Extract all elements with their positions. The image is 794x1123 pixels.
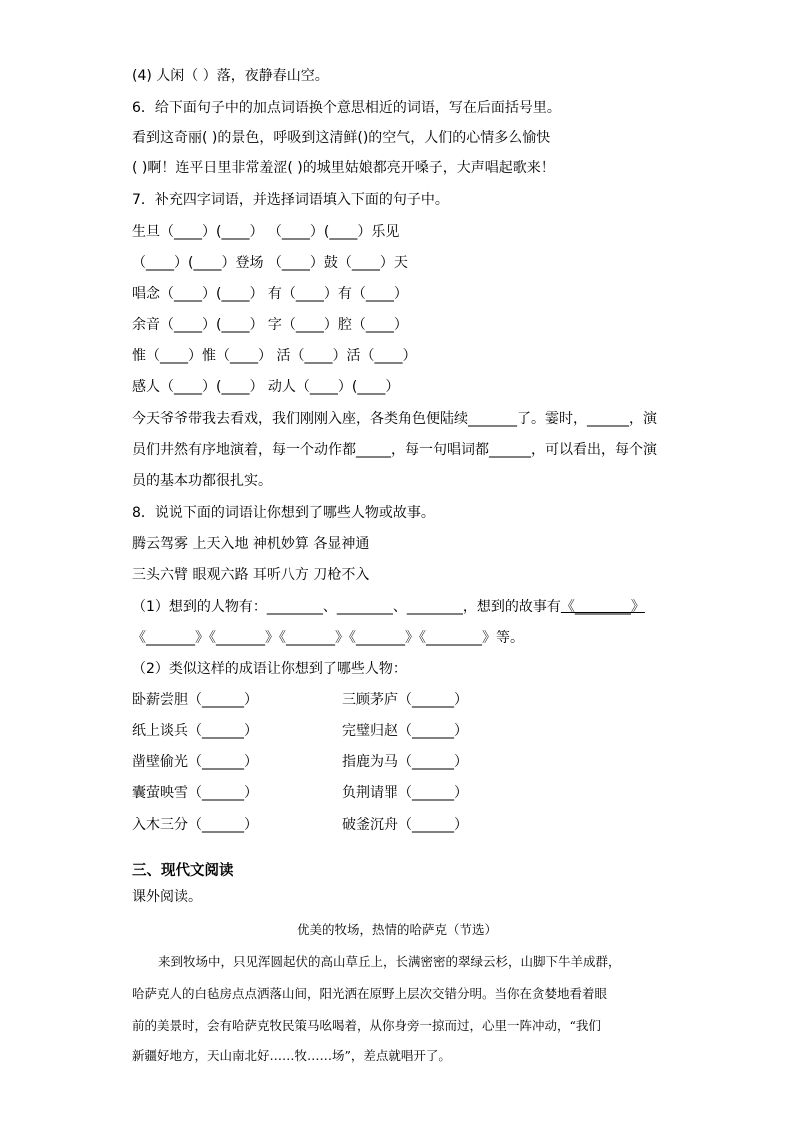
idiom-right: 三顾茅庐（______） bbox=[342, 692, 468, 708]
q6-line1: 看到这奇丽( )的景色，呼吸到这清鲜()的空气，人们的心情多么愉快 bbox=[132, 130, 551, 146]
idiom-left: 卧薪尝胆（______） bbox=[132, 692, 258, 708]
idiom-right: 完璧归赵（______） bbox=[342, 723, 468, 739]
passage-line: 哈萨克人的白毡房点点洒落山间，阳光洒在原野上层次交错分明。当你在贪婪地看着眼 bbox=[132, 986, 608, 1001]
passage-line: 新疆好地方，天山南北好……牧……场”，差点就唱开了。 bbox=[132, 1048, 451, 1063]
passage-line: 来到牧场中，只见浑圆起伏的高山草丘上，长满密密的翠绿云杉，山脚下牛羊成群， bbox=[158, 954, 621, 969]
idiom-left: 囊萤映雪（______） bbox=[132, 785, 258, 801]
q7-row: 感人（____）(____） 动人（____）(____） bbox=[132, 379, 400, 395]
q6-heading: 6．给下面句子中的加点词语换个意思相近的词语，写在后面括号里。 bbox=[132, 100, 561, 116]
idiom-left: 入木三分（______） bbox=[132, 817, 258, 833]
q7-row: 余音（____）(____） 字（____）腔（____） bbox=[132, 317, 408, 333]
section3-sub: 课外阅读。 bbox=[132, 889, 202, 905]
section3-heading: 三、现代文阅读 bbox=[132, 863, 234, 879]
idiom-right: 指鹿为马（______） bbox=[342, 754, 468, 770]
q8-words-row1: 腾云驾雾 上天入地 神机妙算 各显神通 bbox=[132, 536, 370, 552]
passage-title: 优美的牧场，热情的哈萨克（节选） bbox=[296, 922, 497, 937]
q7-row: 唱念（____）(____） 有（____）有（____） bbox=[132, 286, 408, 302]
q8-sub1 bbox=[132, 597, 645, 617]
q8-sub1-story-blank: 《________》 bbox=[560, 599, 645, 615]
q8-sub2: （2）类似这样的成语让你想到了哪些人物： bbox=[132, 661, 407, 677]
q7-row: （____）(____）登场 （____）鼓（____）天 bbox=[132, 255, 408, 271]
q6-line2: ( )啊！连平日里非常羞涩( )的城里姑娘都亮开嗓子，大声唱起歌来！ bbox=[132, 160, 555, 176]
q8-sub1-text: （1）想到的人物有：________、________、________，想到的故事有 bbox=[132, 599, 561, 615]
idiom-left: 纸上谈兵（______） bbox=[132, 723, 258, 739]
q7-row: 生旦（____）(____） （____）(____）乐见 bbox=[132, 224, 400, 240]
q5-line4: (4) 人闲（ ）落，夜静春山空。 bbox=[132, 68, 329, 84]
q8-heading: 8．说说下面的词语让你想到了哪些人物或故事。 bbox=[132, 505, 435, 521]
idiom-right: 负荆请罪（______） bbox=[342, 785, 468, 801]
passage-line: 前的美景时，会有哈萨克牧民策马吆喝着，从你身旁一掠而过，心里一阵冲动，“我们 bbox=[132, 1018, 601, 1033]
q7-para-line: 员们井然有序地演着，每一个动作都_____，每一句唱词都______，可以看出，每个演 bbox=[132, 442, 657, 458]
q8-sub1-line2: 《_______》《_______》《_______》《_______》《________》等。 bbox=[132, 630, 524, 646]
q7-row: 惟（____）惟（____） 活（____）活（____） bbox=[132, 348, 417, 364]
q8-words-row2: 三头六臂 眼观六路 耳听八方 刀枪不入 bbox=[132, 567, 370, 583]
q7-para-line: 员的基本功都很扎实。 bbox=[132, 473, 272, 489]
idiom-right: 破釜沉舟（______） bbox=[342, 817, 468, 833]
q7-heading: 7．补充四字词语，并选择词语填入下面的句子中。 bbox=[132, 192, 449, 208]
q7-para-line: 今天爷爷带我去看戏，我们刚刚入座，各类角色便陆续_______了。霎时，______，演 bbox=[132, 411, 657, 427]
idiom-left: 凿壁偷光（______） bbox=[132, 754, 258, 770]
